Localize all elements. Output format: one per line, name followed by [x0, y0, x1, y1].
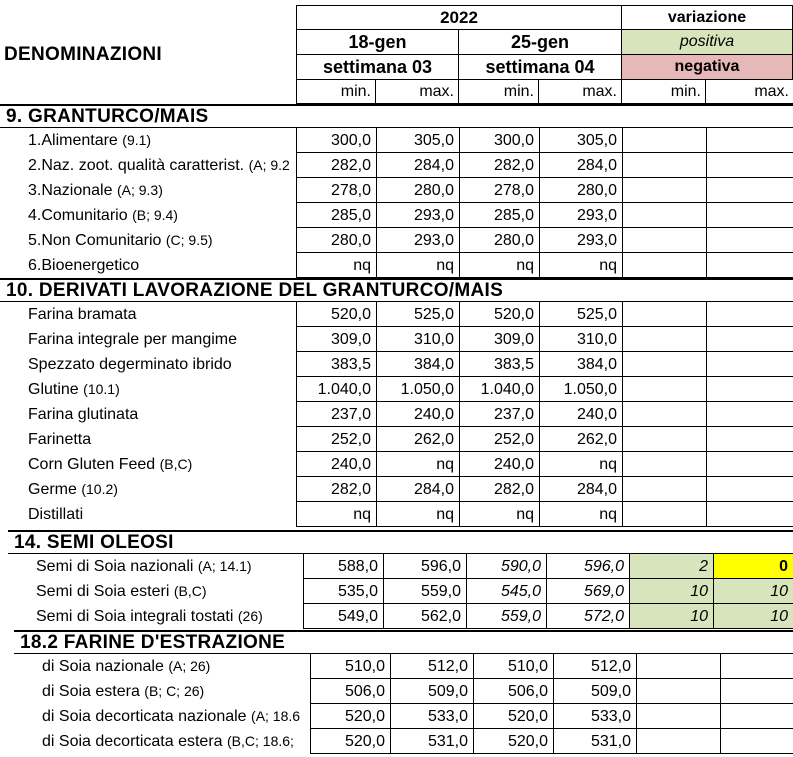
row-label	[28, 153, 296, 178]
row-label	[28, 178, 296, 203]
table-row	[0, 729, 793, 754]
value-cell	[706, 178, 793, 203]
row-label-text: Glutine	[28, 381, 79, 398]
row-label-note: (26)	[237, 608, 263, 624]
value-cell: 278,0	[459, 178, 539, 203]
denominazioni-header: DENOMINAZIONI	[4, 44, 163, 65]
value-cell: nq	[459, 502, 539, 527]
value-cell	[622, 427, 706, 452]
variazione-header: variazione	[622, 5, 793, 30]
value-cell: 293,0	[539, 203, 622, 228]
max-header: max.	[706, 80, 793, 104]
value-cell: 520,0	[310, 729, 390, 754]
value-cell	[706, 452, 793, 477]
row-label-text: Semi di Soia esteri	[36, 583, 170, 600]
value-cell: 520,0	[296, 302, 376, 327]
value-cell	[720, 704, 793, 729]
table-row	[0, 128, 793, 153]
value-cell: 284,0	[376, 153, 459, 178]
value-cell: 596,0	[383, 554, 466, 579]
value-cell: 590,0	[466, 554, 546, 579]
table-row	[0, 203, 793, 228]
table-row	[0, 654, 793, 679]
row-label-text: Farinetta	[28, 431, 92, 448]
row-label	[28, 502, 296, 527]
row-label	[28, 452, 296, 477]
row-label-note: (B,C)	[173, 583, 207, 599]
value-cell: 535,0	[303, 579, 383, 604]
value-cell: 588,0	[303, 554, 383, 579]
row-label-text: di Soia estera	[42, 683, 140, 700]
row-label-note: (10.2)	[81, 481, 118, 497]
value-cell: 506,0	[473, 679, 553, 704]
section-title: 18.2 FARINE D'ESTRAZIONE	[14, 630, 793, 654]
value-cell: 10	[629, 579, 713, 604]
row-label	[28, 302, 296, 327]
value-cell: 569,0	[546, 579, 629, 604]
negativa-label: negativa	[622, 55, 793, 80]
value-cell: nq	[296, 253, 376, 278]
value-cell: 512,0	[553, 654, 636, 679]
value-cell: nq	[539, 452, 622, 477]
value-cell: 293,0	[376, 203, 459, 228]
value-cell: 10	[713, 579, 793, 604]
week-date-2: 25-gen	[459, 30, 622, 55]
value-cell: 531,0	[390, 729, 473, 754]
value-cell: 506,0	[310, 679, 390, 704]
table-row	[0, 253, 793, 278]
value-cell: 1.040,0	[296, 377, 376, 402]
value-cell: nq	[376, 452, 459, 477]
min-header: min.	[296, 80, 376, 104]
value-cell	[622, 253, 706, 278]
row-label	[28, 228, 296, 253]
value-cell: 1.050,0	[539, 377, 622, 402]
value-cell: nq	[539, 502, 622, 527]
value-cell: 10	[629, 604, 713, 629]
value-cell	[622, 153, 706, 178]
value-cell: 531,0	[553, 729, 636, 754]
value-cell	[706, 352, 793, 377]
table-row	[0, 477, 793, 502]
value-cell	[706, 377, 793, 402]
row-label-note: (A; 9.2	[248, 157, 290, 173]
row-label-note: (B,C; 18.6;	[227, 733, 294, 749]
row-label-note: (C; 9.5)	[165, 232, 213, 248]
row-label-text: Farina integrale per mangime	[28, 331, 237, 348]
value-cell	[706, 203, 793, 228]
value-cell: 309,0	[459, 327, 539, 352]
value-cell: 520,0	[473, 729, 553, 754]
value-cell: 282,0	[459, 477, 539, 502]
value-cell: nq	[539, 253, 622, 278]
row-label-text: Corn Gluten Feed	[28, 456, 156, 473]
row-label	[36, 579, 303, 604]
value-cell	[622, 228, 706, 253]
row-label	[42, 679, 310, 704]
row-label	[36, 604, 303, 629]
value-cell: 533,0	[390, 704, 473, 729]
row-label	[28, 377, 296, 402]
value-cell: 533,0	[553, 704, 636, 729]
value-cell	[706, 427, 793, 452]
row-label-text: Farina bramata	[28, 306, 137, 323]
row-label-note: (B; 9.4)	[132, 207, 178, 223]
table-row	[0, 452, 793, 477]
table-row	[0, 679, 793, 704]
value-cell: 510,0	[310, 654, 390, 679]
value-cell: 293,0	[539, 228, 622, 253]
week-number-2: settimana 04	[459, 55, 622, 80]
row-label-text: Distillati	[28, 506, 84, 523]
row-label-note: (9.1)	[122, 132, 152, 148]
min-header: min.	[622, 80, 706, 104]
value-cell: 240,0	[539, 402, 622, 427]
value-cell	[706, 502, 793, 527]
table-header	[0, 0, 793, 104]
row-label	[28, 477, 296, 502]
value-cell	[706, 302, 793, 327]
value-cell: 510,0	[473, 654, 553, 679]
value-cell: nq	[376, 502, 459, 527]
value-cell: 284,0	[539, 153, 622, 178]
row-label-text: Semi di Soia integrali tostati	[36, 608, 234, 625]
row-label-text: Spezzato degerminato ibrido	[28, 356, 232, 373]
row-label-text: Semi di Soia nazionali	[36, 558, 194, 575]
row-label-text: 2.Naz. zoot. qualità caratterist.	[28, 157, 245, 174]
value-cell	[706, 128, 793, 153]
row-label	[42, 704, 310, 729]
value-cell	[706, 327, 793, 352]
value-cell: 1.040,0	[459, 377, 539, 402]
value-cell: 282,0	[296, 153, 376, 178]
value-cell: 280,0	[539, 178, 622, 203]
row-label	[36, 554, 303, 579]
value-cell: 520,0	[459, 302, 539, 327]
value-cell	[622, 203, 706, 228]
value-cell: 305,0	[376, 128, 459, 153]
value-cell: 525,0	[376, 302, 459, 327]
table-row	[0, 604, 793, 629]
value-cell: 293,0	[376, 228, 459, 253]
value-cell: 285,0	[459, 203, 539, 228]
value-cell: 383,5	[296, 352, 376, 377]
value-cell	[622, 452, 706, 477]
value-cell: 384,0	[539, 352, 622, 377]
value-cell	[706, 153, 793, 178]
value-cell: 284,0	[376, 477, 459, 502]
row-label-note: (B,C)	[159, 456, 193, 472]
value-cell	[622, 302, 706, 327]
value-cell: 240,0	[296, 452, 376, 477]
table-row	[0, 228, 793, 253]
value-cell	[706, 402, 793, 427]
table-row	[0, 178, 793, 203]
value-cell: 237,0	[296, 402, 376, 427]
row-label-note: (B; C; 26)	[144, 683, 205, 699]
value-cell: 280,0	[376, 178, 459, 203]
row-label	[28, 128, 296, 153]
value-cell: 549,0	[303, 604, 383, 629]
value-cell: 252,0	[296, 427, 376, 452]
value-cell	[622, 402, 706, 427]
value-cell	[720, 679, 793, 704]
positiva-label: positiva	[622, 30, 793, 55]
value-cell: 520,0	[310, 704, 390, 729]
section-title: 14. SEMI OLEOSI	[8, 530, 793, 554]
value-cell: 572,0	[546, 604, 629, 629]
row-label	[42, 729, 310, 754]
value-cell: 285,0	[296, 203, 376, 228]
section-title: 9. GRANTURCO/MAIS	[0, 104, 793, 128]
max-header: max.	[539, 80, 622, 104]
table-row	[0, 704, 793, 729]
row-label-text: Germe	[28, 481, 77, 498]
row-label-text: 3.Nazionale	[28, 182, 113, 199]
value-cell: 545,0	[466, 579, 546, 604]
value-cell: 2	[629, 554, 713, 579]
value-cell: 280,0	[459, 228, 539, 253]
row-label-note: (A; 18.6	[251, 708, 301, 724]
row-label-text: di Soia decorticata nazionale	[42, 708, 247, 725]
value-cell	[636, 679, 720, 704]
value-cell: nq	[459, 253, 539, 278]
value-cell: 240,0	[376, 402, 459, 427]
year-header: 2022	[296, 5, 622, 30]
value-cell	[622, 377, 706, 402]
table-row	[0, 327, 793, 352]
value-cell: 384,0	[376, 352, 459, 377]
value-cell: 512,0	[390, 654, 473, 679]
value-cell: 278,0	[296, 178, 376, 203]
row-label-text: di Soia decorticata estera	[42, 733, 223, 750]
value-cell	[636, 654, 720, 679]
value-cell: 284,0	[539, 477, 622, 502]
value-cell	[720, 729, 793, 754]
value-cell	[636, 729, 720, 754]
value-cell: 310,0	[376, 327, 459, 352]
value-cell: 596,0	[546, 554, 629, 579]
value-cell: 262,0	[376, 427, 459, 452]
value-cell: 383,5	[459, 352, 539, 377]
value-cell: 525,0	[539, 302, 622, 327]
row-label	[28, 253, 296, 278]
row-label-text: 4.Comunitario	[28, 207, 128, 224]
row-label-note: (10.1)	[83, 381, 120, 397]
value-cell	[622, 352, 706, 377]
value-cell: 282,0	[459, 153, 539, 178]
table-row	[0, 427, 793, 452]
value-cell: 237,0	[459, 402, 539, 427]
table-row	[0, 554, 793, 579]
row-label-text: di Soia nazionale	[42, 658, 164, 675]
table-row	[0, 502, 793, 527]
week-number-1: settimana 03	[296, 55, 459, 80]
table-row	[0, 402, 793, 427]
row-label-text: Farina glutinata	[28, 406, 139, 423]
max-header: max.	[376, 80, 459, 104]
value-cell: 310,0	[539, 327, 622, 352]
table-row	[0, 377, 793, 402]
value-cell	[720, 654, 793, 679]
value-cell	[622, 477, 706, 502]
value-cell: nq	[376, 253, 459, 278]
week-date-1: 18-gen	[296, 30, 459, 55]
value-cell	[622, 327, 706, 352]
section-title: 10. DERIVATI LAVORAZIONE DEL GRANTURCO/MAIS	[0, 278, 793, 302]
value-cell	[636, 704, 720, 729]
value-cell: 282,0	[296, 477, 376, 502]
table-row	[0, 579, 793, 604]
table-row	[0, 153, 793, 178]
value-cell	[622, 128, 706, 153]
row-label	[28, 402, 296, 427]
row-label-text: 5.Non Comunitario	[28, 232, 162, 249]
table-row	[0, 302, 793, 327]
value-cell: 1.050,0	[376, 377, 459, 402]
value-cell: 305,0	[539, 128, 622, 153]
value-cell	[622, 178, 706, 203]
value-cell: 262,0	[539, 427, 622, 452]
value-cell	[622, 502, 706, 527]
value-cell: 509,0	[553, 679, 636, 704]
value-cell: 509,0	[390, 679, 473, 704]
value-cell: nq	[296, 502, 376, 527]
row-label	[28, 427, 296, 452]
row-label-note: (A; 26)	[168, 658, 211, 674]
value-cell: 562,0	[383, 604, 466, 629]
value-cell: 300,0	[459, 128, 539, 153]
value-cell	[706, 228, 793, 253]
value-cell: 520,0	[473, 704, 553, 729]
value-cell: 309,0	[296, 327, 376, 352]
min-header: min.	[459, 80, 539, 104]
row-label	[42, 654, 310, 679]
value-cell: 240,0	[459, 452, 539, 477]
row-label-note: (A; 14.1)	[197, 558, 252, 574]
value-cell: 559,0	[466, 604, 546, 629]
value-cell: 10	[713, 604, 793, 629]
value-cell: 300,0	[296, 128, 376, 153]
value-cell: 0	[713, 554, 793, 579]
row-label	[28, 352, 296, 377]
value-cell	[706, 477, 793, 502]
row-label-text: 1.Alimentare	[28, 132, 118, 149]
row-label	[28, 327, 296, 352]
value-cell	[706, 253, 793, 278]
table-row	[0, 352, 793, 377]
row-label-note: (A; 9.3)	[116, 182, 163, 198]
value-cell: 280,0	[296, 228, 376, 253]
value-cell: 252,0	[459, 427, 539, 452]
row-label	[28, 203, 296, 228]
row-label-text: 6.Bioenergetico	[28, 257, 140, 274]
value-cell: 559,0	[383, 579, 466, 604]
